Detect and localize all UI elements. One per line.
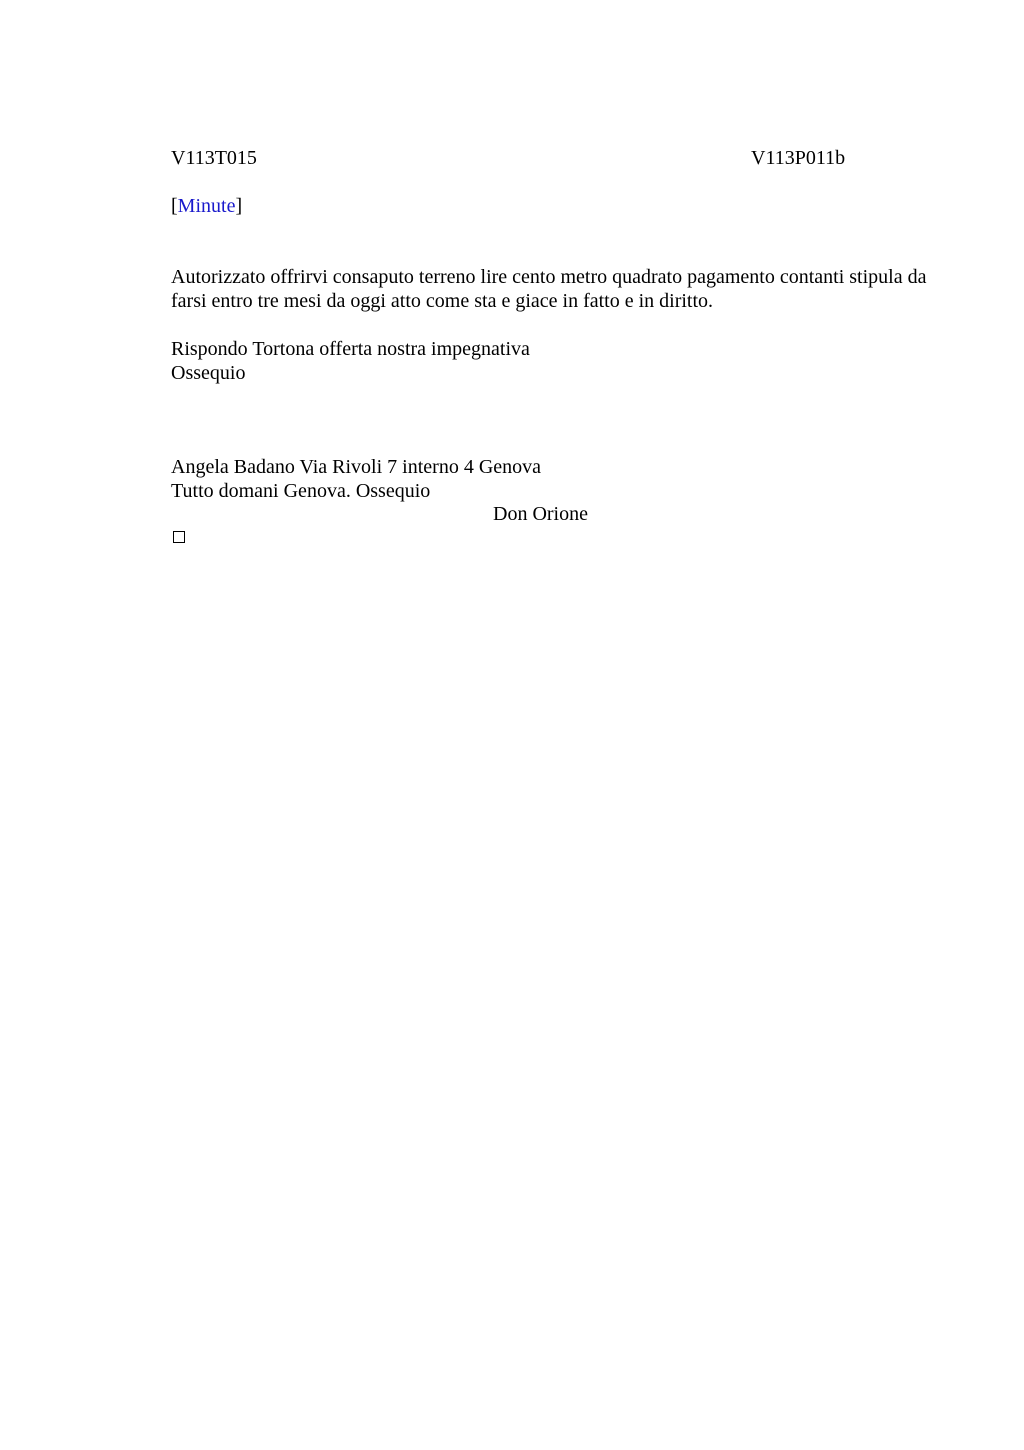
bracket-close: ] [235,195,243,217]
body-paragraph: Autorizzato offrirvi consaputo terreno lire cento metro quadrato pagamento contanti stipula da farsi entro tre mesi da oggi atto come sta e giace in fatto e in diritto. [171,266,927,312]
document-reference-left: V113T015 [171,147,257,169]
document-reference-right: V113P011b [751,147,846,169]
square-checkbox-icon [173,531,185,543]
minute-link[interactable]: Minute [177,195,236,217]
address-line: Angela Badano Via Rivoli 7 interno 4 Genova [171,456,542,478]
tomorrow-line: Tutto domani Genova. Ossequio [171,480,431,502]
signature: Don Orione [493,503,588,525]
bracket-open: [ [171,195,178,217]
reply-line: Rispondo Tortona offerta nostra impegnativa [171,338,530,360]
greeting-line: Ossequio [171,362,246,384]
section-label [171,194,242,218]
